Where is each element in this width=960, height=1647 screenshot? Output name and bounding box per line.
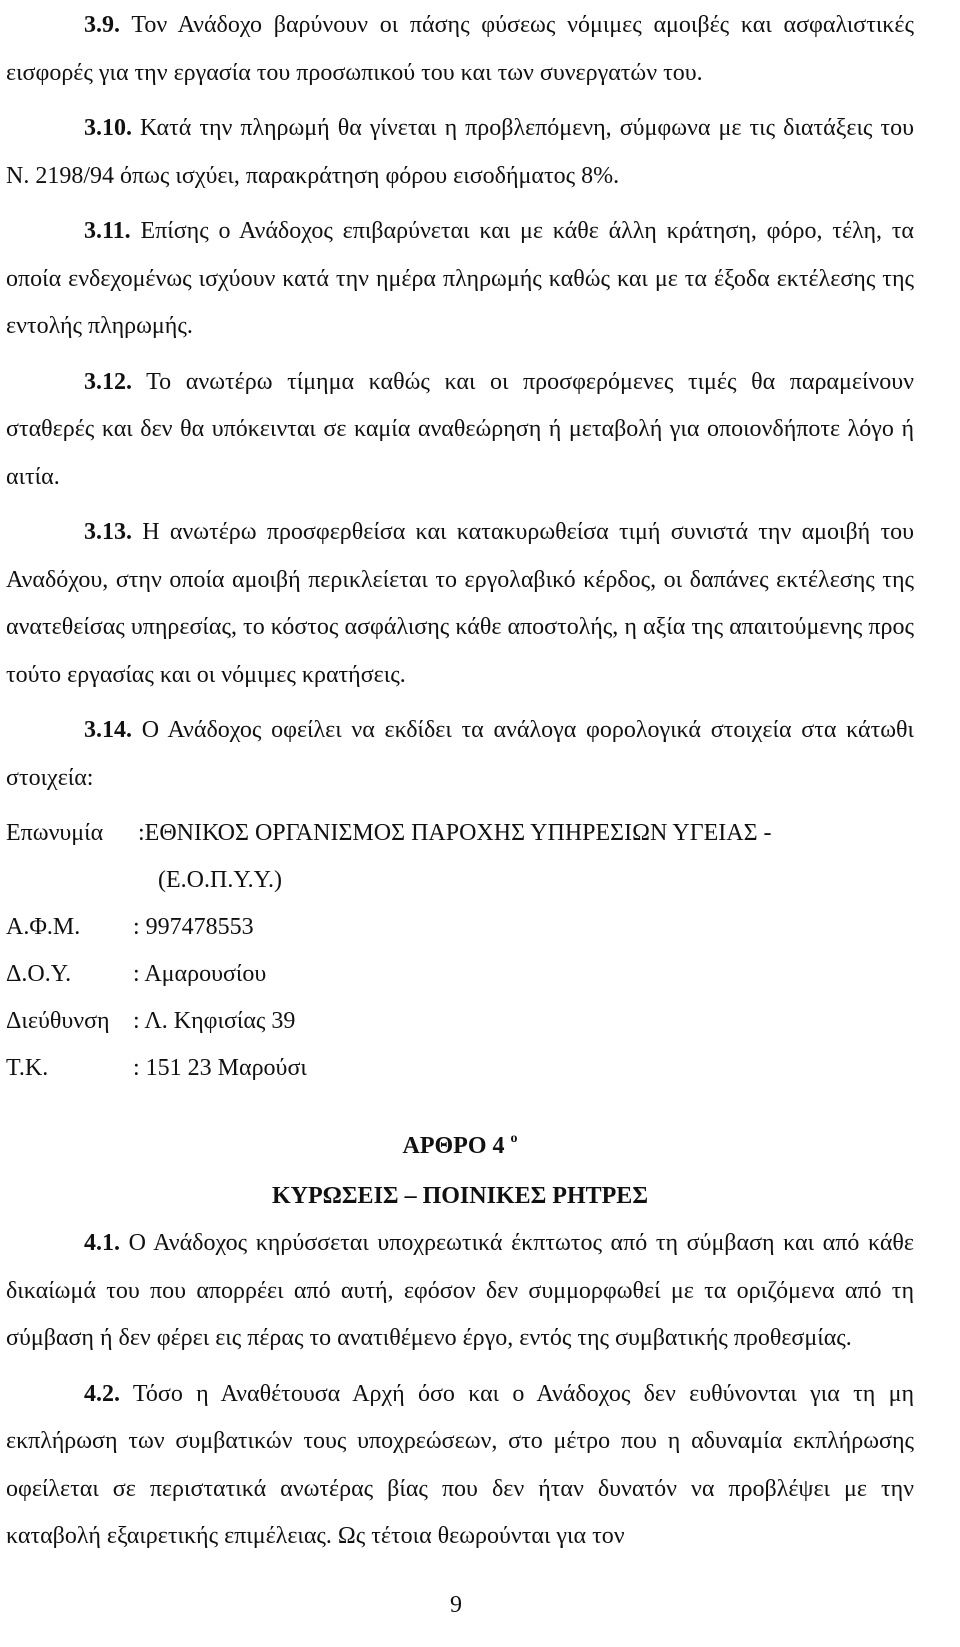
clause-number: 4.1.	[84, 1230, 120, 1256]
info-row-afm	[6, 904, 914, 951]
info-label: Διεύθυνση	[6, 1008, 110, 1034]
info-value: (Ε.Ο.Π.Υ.Υ.)	[158, 867, 283, 893]
clause-3-13	[6, 509, 914, 699]
clause-3-12	[6, 359, 914, 502]
clause-3-9	[6, 2, 914, 97]
info-row-name-cont	[6, 857, 914, 904]
clause-number: 4.2.	[84, 1380, 120, 1407]
info-row-doy	[6, 951, 914, 998]
clause-4-1	[6, 1220, 914, 1363]
article-title-superscript: ο	[510, 1131, 518, 1146]
info-value: : 151 23 Μαρούσι	[133, 1055, 307, 1081]
clause-number: 3.11.	[84, 218, 131, 244]
clause-number: 3.14.	[84, 717, 132, 743]
clause-number: 3.9.	[84, 12, 120, 38]
info-value: : Αμαρουσίου	[133, 961, 267, 987]
page-number: 9	[450, 1592, 462, 1618]
clause-4-2	[6, 1371, 914, 1561]
clause-text: Ο Ανάδοχος κηρύσσεται υποχρεωτικά έκπτωτος από τη σύμβαση και από κάθε δικαίωμά του που απορρέει από αυτή, εφόσον δεν συμμορφωθεί με τα οριζόμενα από τη σύμβαση ή δεν φέρει εις πέρας το ανατιθέμενο έργο, εντός της συμβατικής προθεσμίας.	[6, 1230, 914, 1351]
clause-3-11	[6, 208, 914, 351]
info-label: Επωνυμία	[6, 820, 104, 846]
clause-text: Τόσο η Αναθέτουσα Αρχή όσο και ο Ανάδοχος δεν ευθύνονται για τη μη εκπλήρωση των συμβατικών τους υποχρεώσεων, στο μέτρο που η αδυναμία εκπλήρωσης οφείλεται σε περιστατικά ανωτέρας βίας που δεν ήταν δυνατόν να προβλέψει με την καταβολή εξαιρετικής επιμέλειας. Ως τέτοια θεωρούνται για τον	[6, 1380, 914, 1549]
clause-number: 3.10.	[84, 115, 132, 141]
clause-text: Επίσης ο Ανάδοχος επιβαρύνεται και με κάθε άλλη κράτηση, φόρο, τέλη, τα οποία ενδεχομένως ισχύουν κατά την ημέρα πληρωμής καθώς και με τα έξοδα εκτέλεσης της εντολής πληρωμής.	[6, 218, 915, 339]
info-row-address	[6, 998, 914, 1045]
clause-text: Τον Ανάδοχο βαρύνουν οι πάσης φύσεως νόμιμες αμοιβές και ασφαλιστικές εισφορές για την εργασία του προσωπικού του και των συνεργατών του.	[6, 12, 914, 86]
info-label: Δ.Ο.Υ.	[6, 961, 72, 987]
info-label: Τ.Κ.	[6, 1055, 49, 1081]
info-value: :ΕΘΝΙΚΟΣ ΟΡΓΑΝΙΣΜΟΣ ΠΑΡΟΧΗΣ ΥΠΗΡΕΣΙΩΝ ΥΓΕΙΑΣ -	[138, 820, 772, 846]
info-value: : Λ. Κηφισίας 39	[133, 1008, 296, 1034]
article-subtitle: ΚΥΡΩΣΕΙΣ – ΠΟΙΝΙΚΕΣ ΡΗΤΡΕΣ	[271, 1183, 649, 1209]
clause-3-10	[6, 105, 914, 200]
info-label: Α.Φ.Μ.	[6, 914, 81, 940]
clause-number: 3.12.	[84, 368, 132, 395]
clause-text: Η ανωτέρω προσφερθείσα και κατακυρωθείσα τιμή συνιστά την αμοιβή του Αναδόχου, στην οποία αμοιβή περικλείεται το εργολαβικό κέρδος, οι δαπάνες εκτέλεσης της ανατεθείσας υπηρεσίας, το κόστος ασφάλισης κάθε αποστολής, η αξία της απαιτούμενης προς τούτο εργασίας και οι νόμιμες κρατήσεις.	[6, 519, 915, 688]
clause-text: Ο Ανάδοχος οφείλει να εκδίδει τα ανάλογα φορολογικά στοιχεία στα κάτωθι στοιχεία:	[6, 717, 914, 791]
company-info	[6, 810, 914, 1092]
article-title: ΑΡΘΡΟ 4 $^o$	[402, 1131, 518, 1159]
clause-3-14	[6, 707, 914, 802]
clause-text: Το ανωτέρω τίμημα καθώς και οι προσφερόμενες τιμές θα παραμείνουν σταθερές και δεν θα υπόκεινται σε καμία αναθεώρηση ή μεταβολή για οποιονδήποτε λόγο ή αιτία.	[6, 368, 914, 490]
info-row-name	[6, 810, 914, 857]
clause-text: Κατά την πληρωμή θα γίνεται η προβλεπόμενη, σύμφωνα με τις διατάξεις του Ν. 2198/94 όπως ισχύει, παρακράτηση φόρου εισοδήματος 8%.	[6, 115, 914, 189]
document-body	[6, 0, 914, 1561]
info-value: : 997478553	[133, 914, 254, 940]
clause-number: 3.13.	[84, 519, 132, 545]
info-row-tk	[6, 1045, 914, 1092]
